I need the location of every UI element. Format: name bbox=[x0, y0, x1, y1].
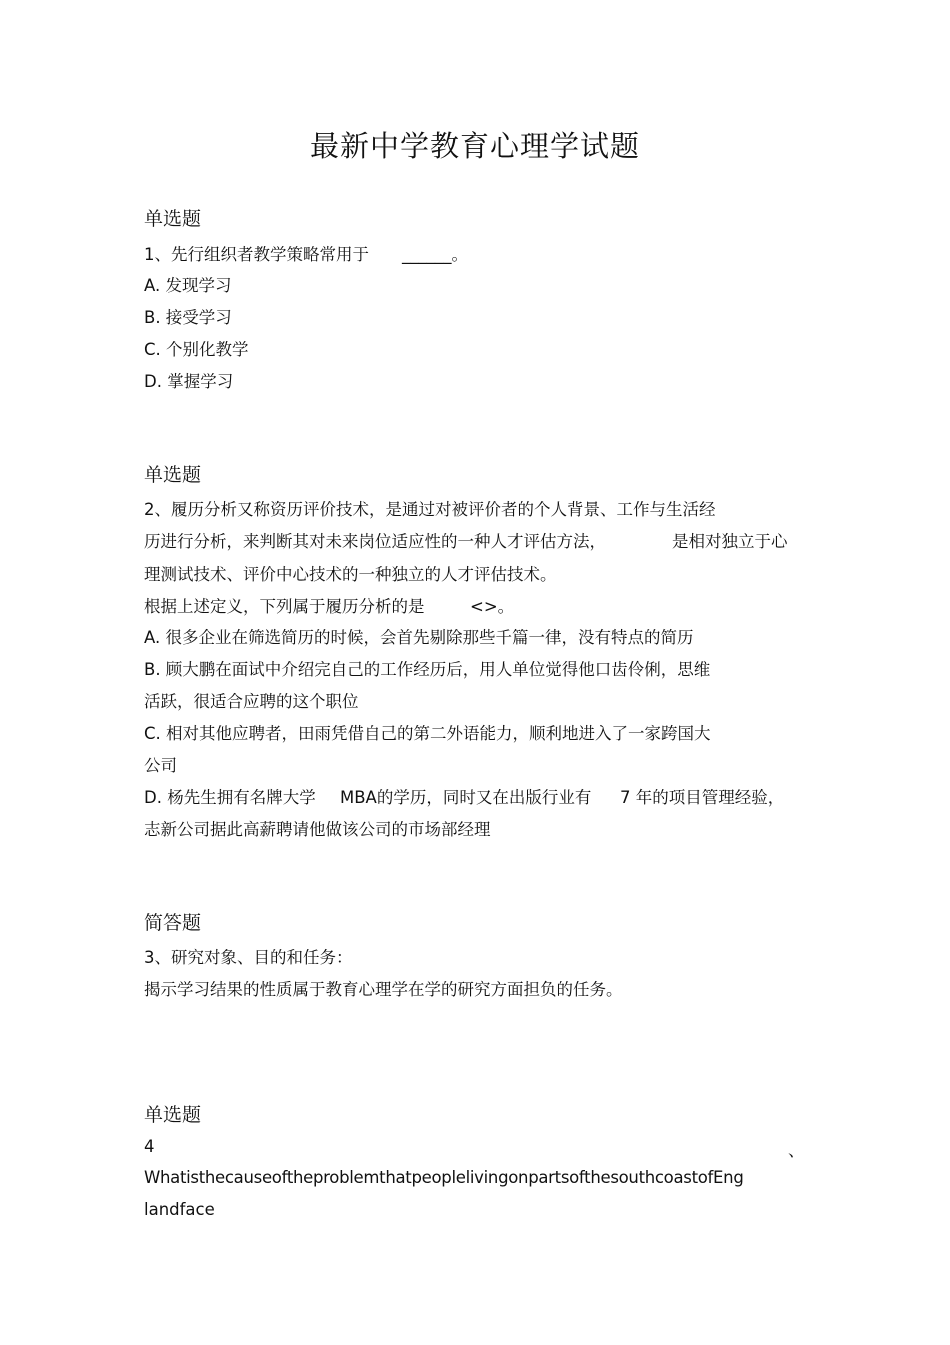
q3-stem: 3、研究对象、目的和任务： bbox=[144, 948, 353, 967]
q2-option-a[interactable]: A. 很多企业在筛选简历的时候，会首先剔除那些千篇一律，没有特点的简历 bbox=[144, 628, 694, 647]
q3-answer: 揭示学习结果的性质属于教育心理学在学的研究方面担负的任务。 bbox=[144, 980, 623, 999]
section-heading-q4: 单选题 bbox=[144, 1104, 202, 1126]
section-heading-q1: 单选题 bbox=[144, 208, 202, 230]
section-heading-q2: 单选题 bbox=[144, 464, 202, 486]
q2-option-c[interactable]: C. 相对其他应聘者，田雨凭借自己的第二外语能力，顺利地进入了一家跨国大 bbox=[144, 724, 711, 743]
q2-stem-line-4b: <>。 bbox=[470, 597, 515, 616]
q2-option-b-cont: 活跃，很适合应聘的这个职位 bbox=[144, 692, 359, 711]
q2-stem-line-1: 2、履历分析又称资历评价技术，是通过对被评价者的个人背景、工作与生活经 bbox=[144, 500, 716, 519]
q4-number: 4 bbox=[144, 1137, 155, 1156]
q2-option-d-part-2: MBA的学历，同时又在出版行业有 bbox=[340, 788, 592, 807]
q2-option-c-cont: 公司 bbox=[144, 756, 177, 775]
q1-stem: 1、先行组织者教学策略常用于 bbox=[144, 245, 369, 264]
q2-option-d[interactable]: D. 杨先生拥有名牌大学 bbox=[144, 788, 316, 807]
q1-option-d[interactable]: D. 掌握学习 bbox=[144, 372, 234, 391]
q1-blank: ______。 bbox=[402, 245, 468, 264]
section-heading-q3: 简答题 bbox=[144, 912, 202, 934]
q4-stem-line-1: WhatisthecauseoftheproblemthatpeoplelivingonpartsofthesouthcoastofEng bbox=[144, 1168, 744, 1187]
q2-stem-line-4a: 根据上述定义，下列属于履历分析的是 bbox=[144, 597, 425, 616]
q2-stem-line-2b: 是相对独立于心 bbox=[672, 532, 788, 551]
q4-number-mark: 、 bbox=[788, 1141, 805, 1160]
q1-option-c[interactable]: C. 个别化教学 bbox=[144, 340, 249, 359]
q1-option-b[interactable]: B. 接受学习 bbox=[144, 308, 232, 327]
q4-stem-line-2: landface bbox=[144, 1200, 215, 1219]
q2-stem-line-3: 理测试技术、评价中心技术的一种独立的人才评估技术。 bbox=[144, 565, 557, 584]
q2-stem-line-2a: 历进行分析，来判断其对未来岗位适应性的一种人才评估方法， bbox=[144, 532, 606, 551]
q2-option-d-cont: 志新公司据此高薪聘请他做该公司的市场部经理 bbox=[144, 820, 491, 839]
q2-option-b[interactable]: B. 顾大鹏在面试中介绍完自己的工作经历后，用人单位觉得他口齿伶俐，思维 bbox=[144, 660, 711, 679]
q1-option-a[interactable]: A. 发现学习 bbox=[144, 276, 232, 295]
page-title: 最新中学教育心理学试题 bbox=[309, 129, 640, 163]
q2-option-d-part-3: 7 年的项目管理经验， bbox=[620, 788, 785, 807]
